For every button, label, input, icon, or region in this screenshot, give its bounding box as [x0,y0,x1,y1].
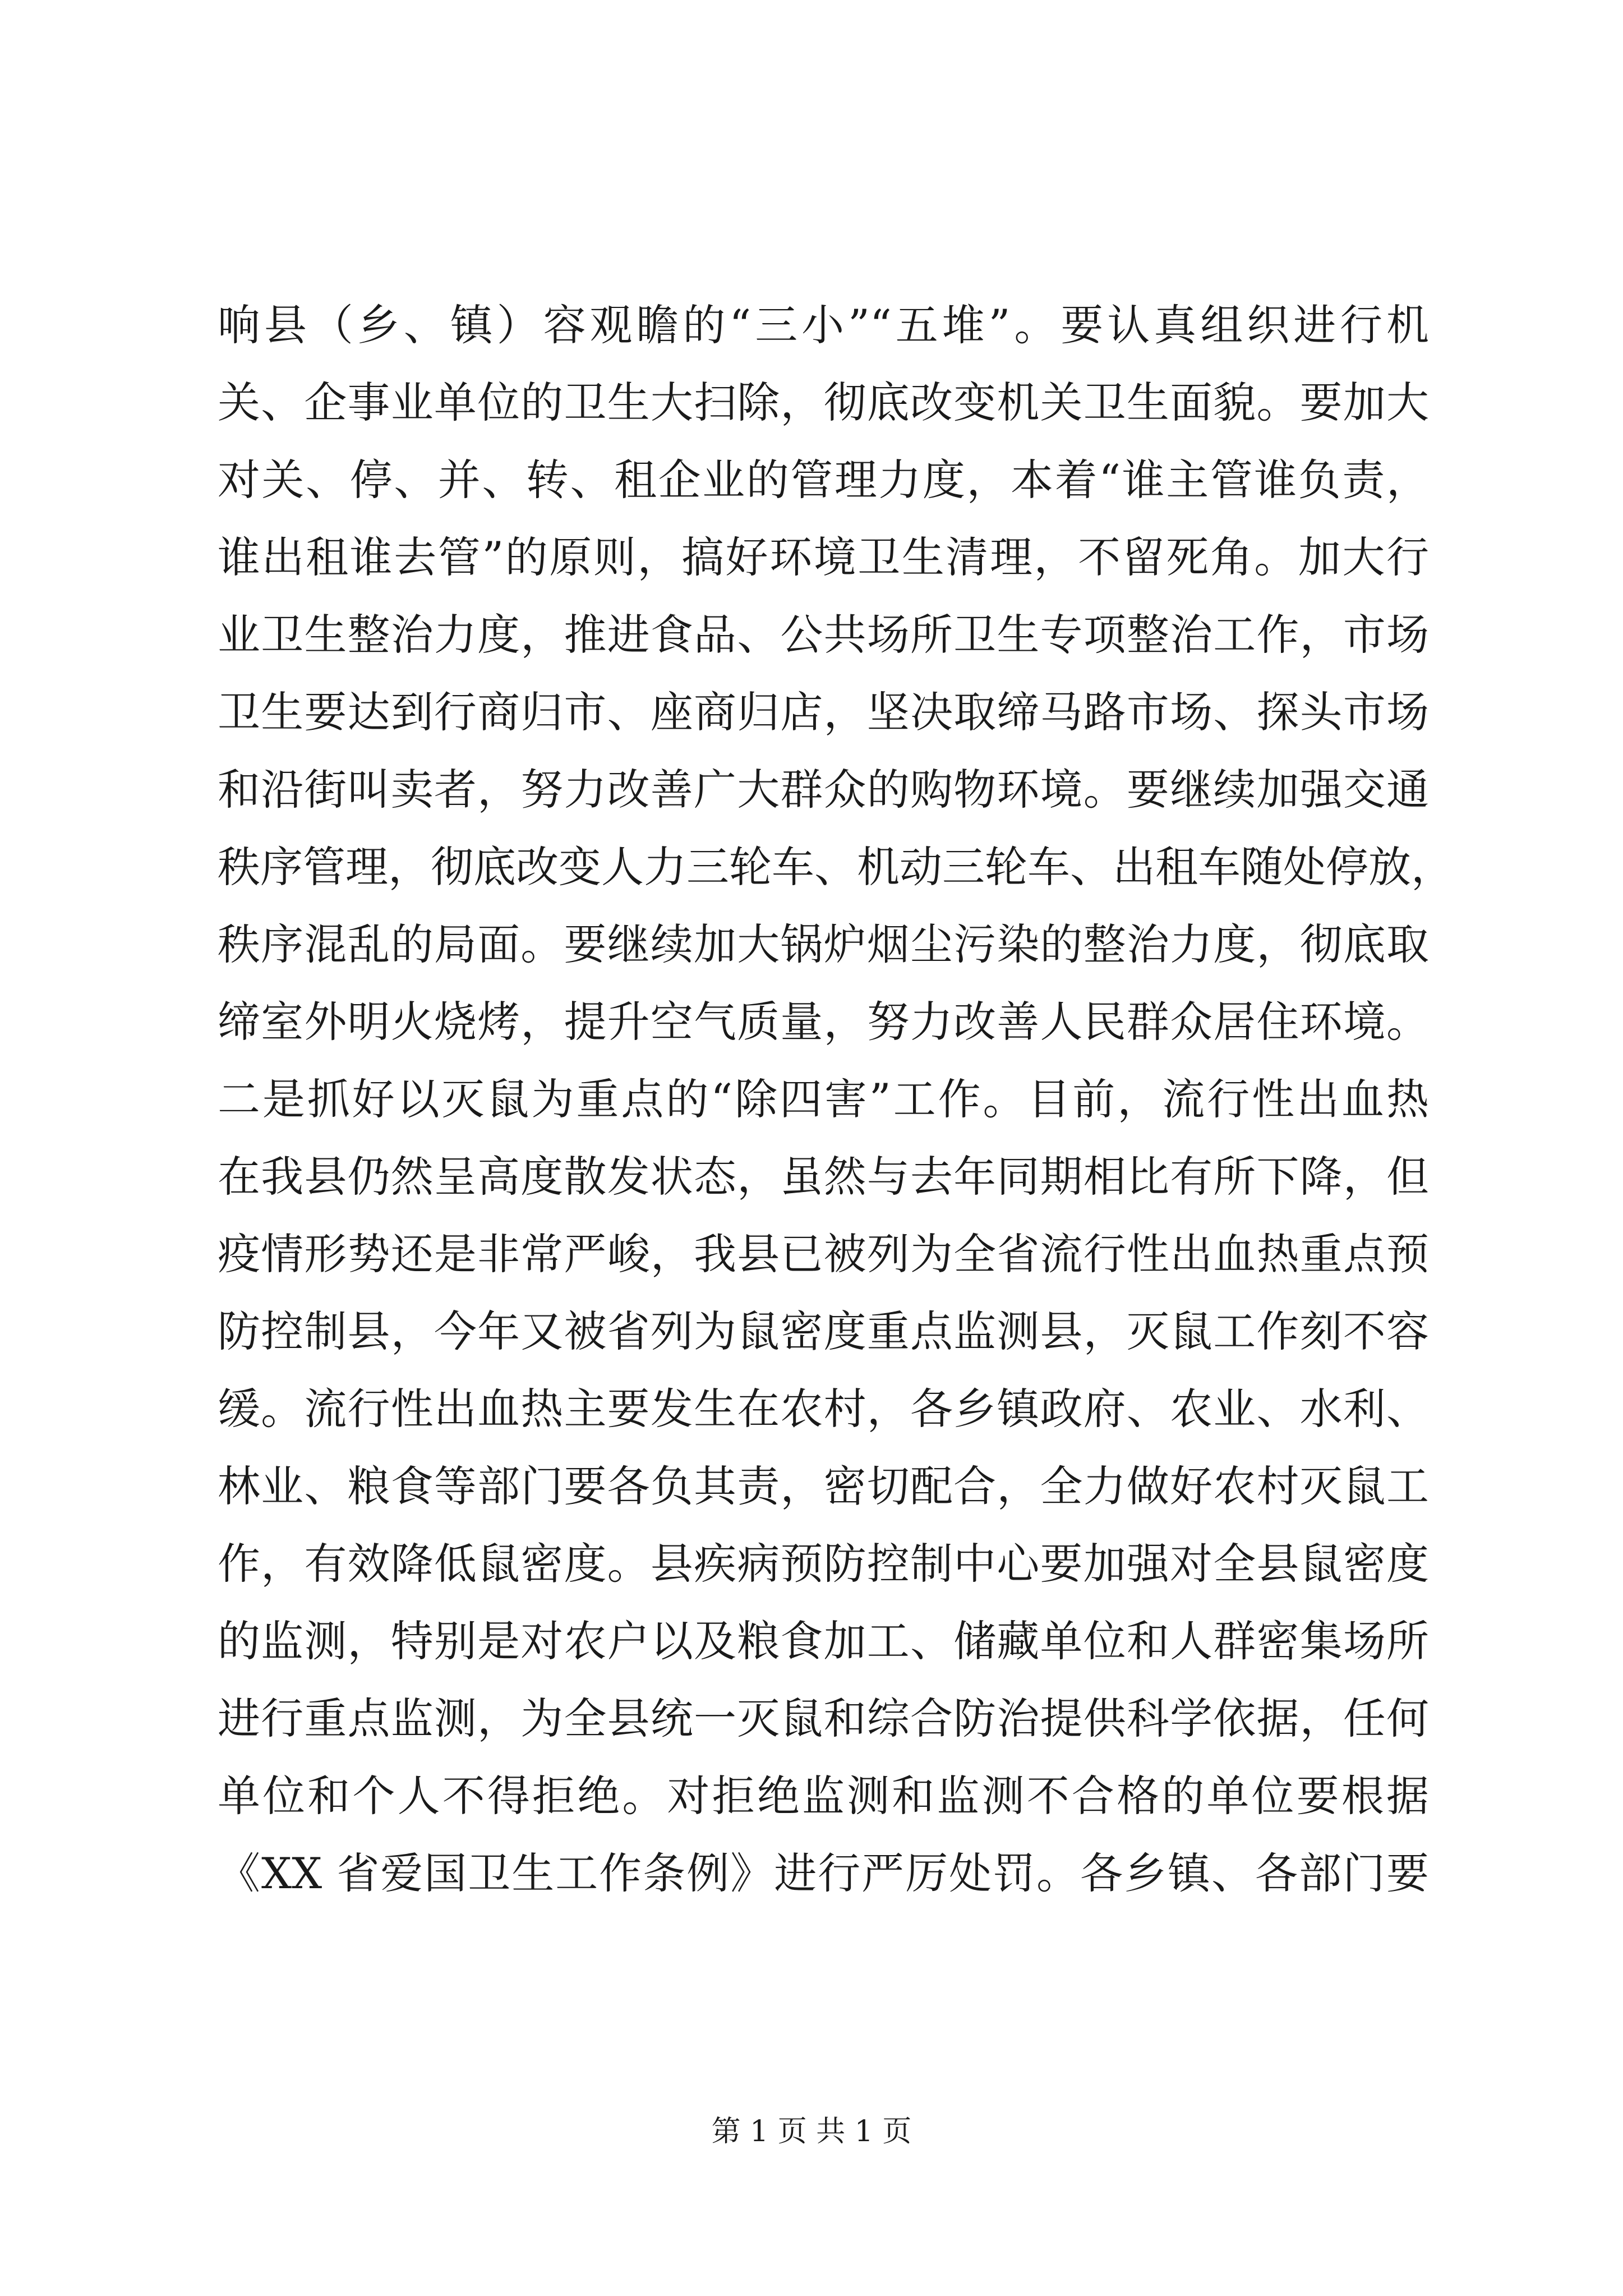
text-line: 单位和个人不得拒绝。对拒绝监测和监测不合格的单位要根据 [218,1771,1429,1821]
text-line: 林业、粮食等部门要各负其责，密切配合，全力做好农村灭鼠工 [218,1461,1429,1511]
text-line: 卫生要达到行商归市、座商归店，坚决取缔马路市场、探头市场 [218,687,1429,737]
text-line: 作，有效降低鼠密度。县疾病预防控制中心要加强对全县鼠密度 [218,1539,1429,1589]
text-line: 对关、停、并、转、租企业的管理力度，本着“谁主管谁负责， [218,455,1429,505]
text-line: 缓。流行性出血热主要发生在农村，各乡镇政府、农业、水利、 [218,1384,1429,1434]
text-line: 进行重点监测，为全县统一灭鼠和综合防治提供科学依据，任何 [218,1694,1429,1743]
text-line: 缔室外明火烧烤，提升空气质量，努力改善人民群众居住环境。 [218,997,1429,1047]
text-line: 和沿街叫卖者，努力改善广大群众的购物环境。要继续加强交通 [218,765,1429,815]
text-line: 秩序混乱的局面。要继续加大锅炉烟尘污染的整治力度，彻底取 [218,919,1429,969]
text-line: 二是抓好以灭鼠为重点的“除四害”工作。目前，流行性出血热 [218,1074,1429,1124]
text-line: 谁出租谁去管”的原则，搞好环境卫生清理，不留死角。加大行 [218,532,1429,582]
text-line: 响县（乡、镇）容观瞻的“三小”“五堆”。要认真组织进行机 [218,300,1429,350]
text-line: 关、企事业单位的卫生大扫除，彻底改变机关卫生面貌。要加大 [218,378,1429,427]
text-line: 疫情形势还是非常严峻，我县已被列为全省流行性出血热重点预 [218,1229,1429,1279]
body-text [218,292,1454,1917]
text-line: 在我县仍然呈高度散发状态，虽然与去年同期相比有所下降，但 [218,1152,1429,1202]
text-line: 秩序管理，彻底改变人力三轮车、机动三轮车、出租车随处停放， [218,842,1454,892]
text-line: 防控制县，今年又被省列为鼠密度重点监测县，灭鼠工作刻不容 [218,1306,1429,1356]
text-line: 《XX 省爱国卫生工作条例》进行严厉处罚。各乡镇、各部门要 [218,1848,1429,1898]
text-line: 业卫生整治力度，推进食品、公共场所卫生专项整治工作，市场 [218,610,1429,660]
page-footer: 第 1 页 共 1 页 [711,2115,912,2148]
text-line: 的监测，特别是对农户以及粮食加工、储藏单位和人群密集场所 [218,1616,1429,1666]
